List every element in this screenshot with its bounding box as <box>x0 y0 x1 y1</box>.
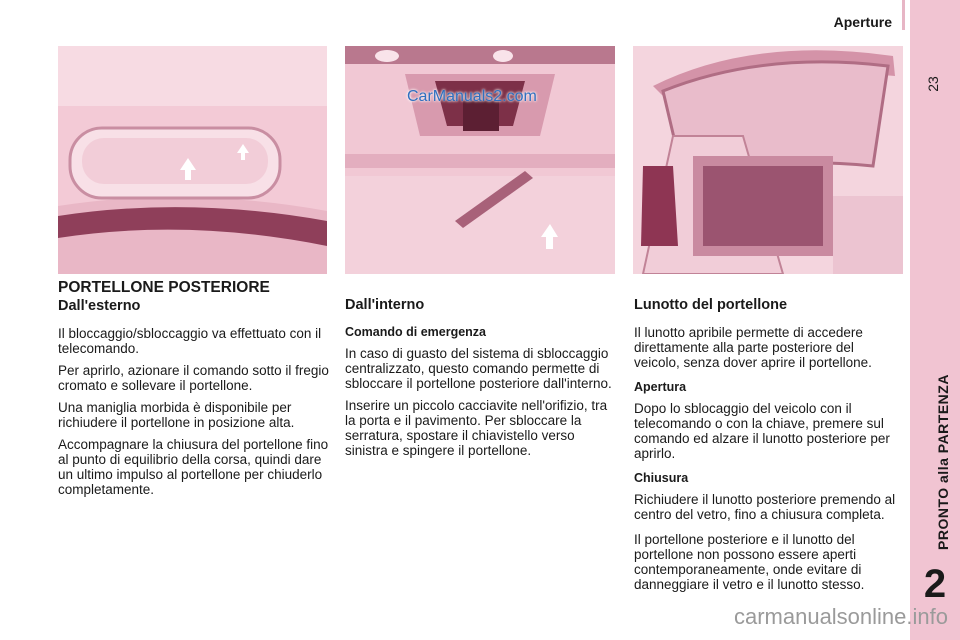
paragraph: Dopo lo sblocaggio del veicolo con il telecomando o con la chiave, premere sul comando ed alzare il lunotto posteriore per aprirlo. <box>634 401 890 461</box>
paragraph: In caso di guasto del sistema di sbloccaggio centralizzato, questo comando permette di sbloccare il portellone posteriore dall'interno. <box>345 346 612 391</box>
section-title-portellone: PORTELLONE POSTERIORE <box>58 279 270 296</box>
minor-title-chiusura: Chiusura <box>634 471 689 485</box>
minor-title-comando-emergenza: Comando di emergenza <box>345 325 486 339</box>
header-divider <box>902 0 905 30</box>
paragraph: Una maniglia morbida è disponibile per richiudere il portellone in posizione alta. <box>58 400 295 430</box>
photo-tailgate-interior <box>345 46 615 274</box>
page-number: 23 <box>925 76 941 92</box>
minor-title-apertura: Apertura <box>634 380 687 394</box>
column-right <box>634 298 902 599</box>
subtitle-dall-interno: Dall'interno <box>345 297 425 313</box>
paragraph: Il portellone posteriore e il lunotto del portellone non possono essere aperti contemporaneamente, onde evitare di danneggiare il vetro e il lunotto stesso. <box>634 532 865 592</box>
chapter-number: 2 <box>923 562 947 606</box>
paragraph: Per aprirlo, azionare il comando sotto il fregio cromato e sollevare il portellone. <box>58 363 329 393</box>
chapter-title: PRONTO alla PARTENZA <box>935 374 951 550</box>
subtitle-dall-esterno: Dall'esterno <box>58 298 141 314</box>
page-header-title: Aperture <box>833 14 892 30</box>
paragraph: Il lunotto apribile permette di accedere direttamente alla parte posteriore del veicolo, senza dover aprire il portellone. <box>634 325 872 370</box>
watermark-carmanualsonline: carmanualsonline.info <box>733 604 948 629</box>
watermark-carmanuals2: CarManuals2.com <box>407 88 537 105</box>
paragraph: Il bloccaggio/sbloccaggio va effettuato con il telecomando. <box>58 326 322 356</box>
column-left <box>58 280 330 504</box>
subtitle-lunotto: Lunotto del portellone <box>634 297 788 313</box>
photo-rear-window-open <box>633 46 903 274</box>
paragraph: Inserire un piccolo cacciavite nell'orifizio, tra la porta e il pavimento. Per sbloccare la serratura, spostare il chiavistello verso sinistra e spingere il portellone. <box>345 398 608 458</box>
paragraph: Accompagnare la chiusura del portellone fino al punto di equilibrio della corsa, quindi dare un ultimo impulso al portellone per chiuderlo completamente. <box>58 437 329 497</box>
paragraph: Richiudere il lunotto posteriore premendo al centro del vetro, fino a chiusura completa. <box>634 492 896 522</box>
photo-tailgate-exterior <box>58 46 327 274</box>
column-middle <box>345 298 617 465</box>
